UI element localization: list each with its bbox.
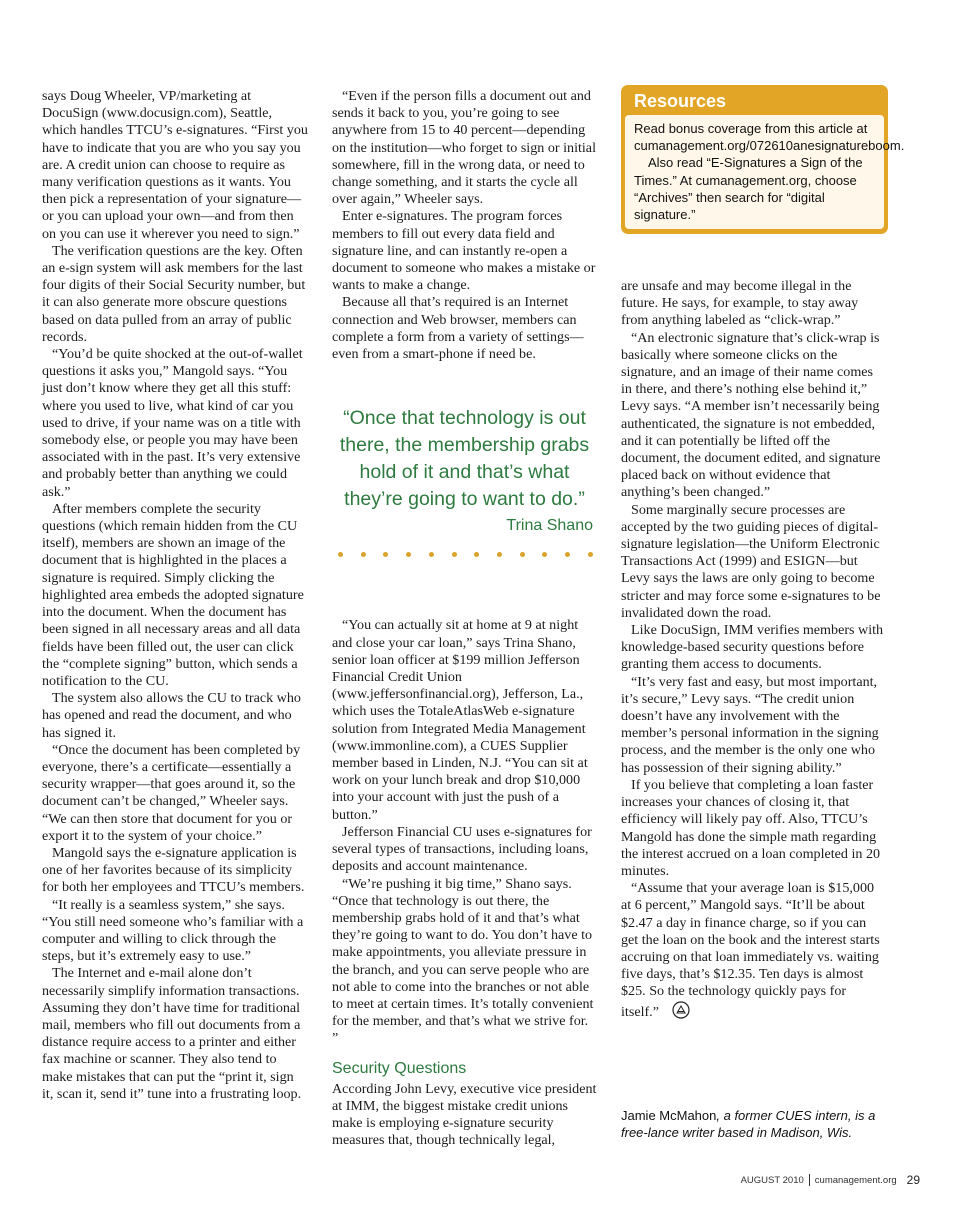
section-subhead: Security Questions <box>332 1059 467 1077</box>
paragraph: The system also allows the CU to track who has opened and read the document, and who has signed it. <box>42 690 301 741</box>
footer-divider <box>809 1174 810 1186</box>
paragraph: “You can actually sit at home at 9 at night and close your car loan,” says Trina Shano, senior loan officer at $199 million Jefferson Financial Credit Union (www.jeffersonfinancial.org), Jefferson, La., which uses the TotaleAtlasWeb e-signature solution from Integrated Media Management (www.immonline.com), a CUES Supplier member based in Linden, N.J. “You can sit at work on your lunch break and drop $10,000 into your account with just the push of a button.” <box>332 617 588 823</box>
paragraph: “An electronic signature that’s click-wrap is basically where someone clicks on the signature, and an image of their name comes in there, and there’s nothing else behind it,” Levy says. “A member isn’t necessarily being authenticated, the signature is not embedded, and it can potentially be lifted off the document, the document edited, and signature placed back on without evidence that anything’s been changed.” <box>621 329 881 501</box>
author-description: , a former CUES intern, is a free-lance writer based in Madison, Wis. <box>621 1108 876 1140</box>
paragraph <box>621 880 886 1024</box>
page-number: 29 <box>906 1173 920 1187</box>
paragraph: Like DocuSign, IMM verifies members with knowledge-based security questions before granting them access to documents. <box>621 622 884 673</box>
paragraph: says Doug Wheeler, VP/marketing at DocuSign (www.docusign.com), Seattle, which handles TTCU’s e-signatures. “First you have to indicate that you are who you say you are. A credit union can choose to require as many verification questions as it wants. You then pick a representation of your signature—or you can upload your own—and from then on you can use it wherever you need to sign.” <box>42 88 308 242</box>
paragraph: If you believe that completing a loan faster increases your chances of closing it, that efficiency will likely pay off. Also, TTCU’s Mangold has done the simple math regarding the interest accrued on a loan completed in 20 minutes. <box>621 776 881 879</box>
article-column-1 <box>42 88 308 1103</box>
resources-text: Also read “E-Signatures a Sign of the Times.” At cumanagement.org, choose “Archives” then search for “digital signature.” <box>634 155 863 223</box>
page-footer <box>741 1173 920 1187</box>
paragraph: “You’d be quite shocked at the out-of-wallet questions it asks you,” Mangold says. “You just don’t know where they get all this stuff: where you used to live, what kind of car you used to drive, if your name was on a title with somebody else, or people you may have been associated with in the past. It’s very extensive and probably better than anything we could ask.” <box>42 346 303 500</box>
cues-end-mark-icon <box>662 1001 690 1024</box>
resources-body <box>625 115 905 229</box>
paragraph: are unsafe and may become illegal in the future. He says, for example, to stay away from anything labeled as “click-wrap.” <box>621 278 859 329</box>
resources-text: Read bonus coverage from this article at cumanagement.org/072610anesignatureboom. <box>634 121 905 154</box>
author-name: Jamie McMahon <box>621 1108 717 1123</box>
paragraph: According John Levy, executive vice president at IMM, the biggest mistake credit unions make is employing e-signature security measures that, though technically legal, <box>332 1080 597 1149</box>
pull-quote-attribution: Trina Shano <box>506 517 593 535</box>
issue-date: AUGUST 2010 <box>740 1174 804 1186</box>
paragraph: “It really is a seamless system,” she says. “You still need someone who’s familiar with a computer and willing to click through the steps, but it’s extremely easy to use.” <box>42 896 304 965</box>
paragraph: Enter e-signatures. The program forces members to fill out every data field and signature line, and can instantly re-open a document to someone who makes a mistake or wants to make a change. <box>332 208 596 294</box>
paragraph: Some marginally secure processes are accepted by the two guiding pieces of digital-signature legislation—the Uniform Electronic Transactions Act (1999) and ESIGN—but Levy says the laws are only going to become stricter and may force some e-signatures to be invalidated down the road. <box>621 501 881 621</box>
paragraph: The Internet and e-mail alone don’t necessarily simplify information transactions. Assuming they don’t have time for traditional mail, members who fill out documents from a distance require access to a printer and either fax machine or scanner. They also tend to make mistakes that can put the “print it, sign it, scan it, send it” tune into a frustrating loop. <box>42 965 302 1102</box>
author-bio <box>621 1107 891 1141</box>
paragraph-text: “Assume that your average loan is $15,000 at 6 percent,” Mangold says. “It’ll be about $2.47 a day in finance charge, so if you can get the loan on the book and the interest starts accruing on that loan immediately vs. waiting five days, that’s $12.35. Ten days is almost $25. So the technology quickly pays for itself.” <box>621 880 880 1020</box>
paragraph: After members complete the security questions (which remain hidden from the CU itself), members are shown an image of the document that is highlighted in the places a signature is required. Simply clicking the highlighted area embeds the adopted signature into the document. When the document has been signed in all necessary areas and all data fields have been filled out, the user can click the “complete signing” button, which sends a notification to the CU. <box>42 500 304 689</box>
paragraph: Mangold says the e-signature application is one of her favorites because of its simplicity for both her employees and TTCU’s members. <box>42 844 305 896</box>
article-column-3 <box>621 278 886 1024</box>
resources-title: Resources <box>634 91 727 111</box>
dotted-divider <box>338 552 593 557</box>
article-column-2 <box>332 88 597 1150</box>
pull-quote: “Once that technology is out there, the membership grabs hold of it and that’s what they’re going to want to do.” <box>339 407 590 511</box>
paragraph: Jefferson Financial CU uses e-signatures for several types of transactions, including loans, deposits and account maintenance. <box>332 823 592 875</box>
paragraph: “It’s very fast and easy, but most important, it’s secure,” Levy says. “The credit union doesn’t have any involvement with the member’s personal information in the signing process, and the member is the only one who has possession of their signing ability.” <box>621 673 879 776</box>
paragraph: The verification questions are the key. Often an e-sign system will ask members for the last four digits of their Social Security number, but it can also generate more obscure questions based on data pulled from an array of public records. <box>42 242 306 345</box>
paragraph: “Even if the person fills a document out and sends it back to you, you’re going to see anywhere from 15 to 40 percent—depending on the institution—who forget to sign or initial somewhere, fill in the wrong data, or need to change something, and it starts the cycle all over again,” Wheeler says. <box>332 88 596 208</box>
paragraph: “We’re pushing it big time,” Shano says. “Once that technology is out there, the membership grabs hold of it and that’s what they’re going to want to do. You don’t have to make appointments, you alleviate pressure in the branch, and you can serve people who are not able to come into the branches or not able to meet at certain times. It’s totally convenient for the member, and that’s what we strive for. ” <box>332 875 594 1047</box>
site-name: cumanagement.org <box>814 1174 897 1186</box>
resources-box <box>621 85 905 234</box>
paragraph: “Once the document has been completed by everyone, there’s a certificate—essentially a security wrapper—that goes around it, so the document can’t be changed,” Wheeler says. “We can then store that document for you or export it to the system of your choice.” <box>42 741 301 844</box>
paragraph: Because all that’s required is an Internet connection and Web browser, members can complete a form from a variety of settings—even from a smart-phone if need be. <box>332 294 584 363</box>
